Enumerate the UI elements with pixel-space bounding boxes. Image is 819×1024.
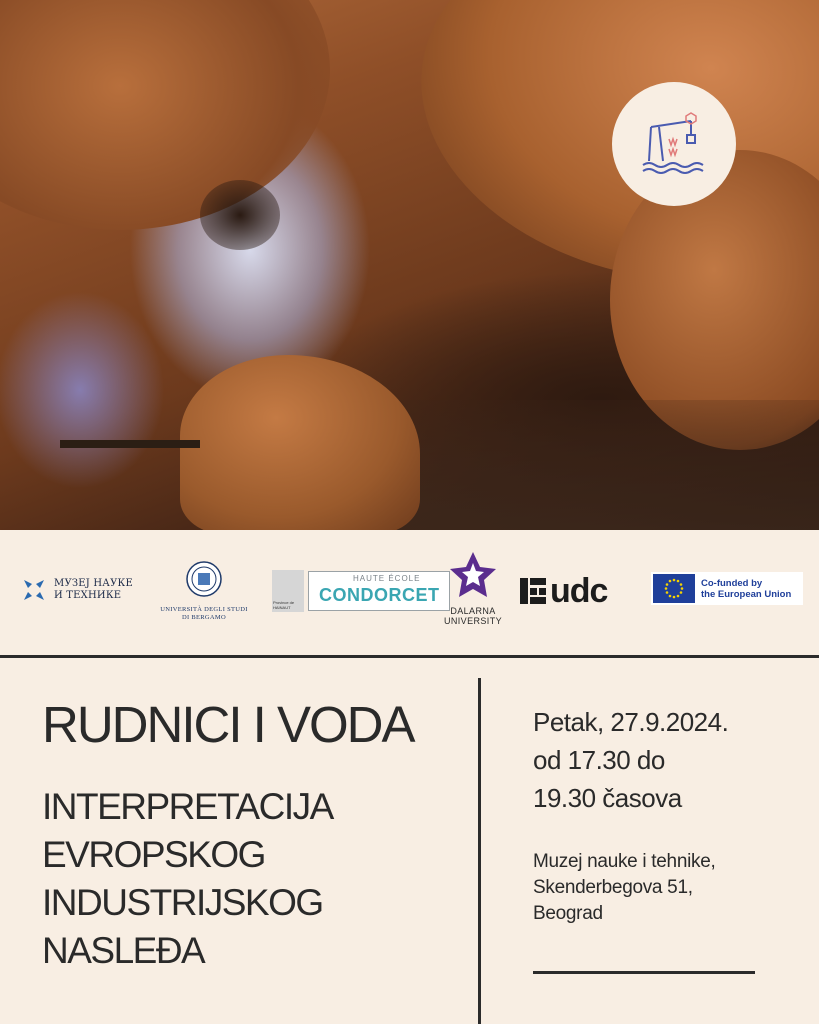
bergamo-name-line2: DI BERGAMO (182, 614, 226, 621)
museum-logo (22, 578, 133, 602)
udc-name: udc (550, 572, 608, 610)
dalarna-name-line1: DALARNA (450, 606, 496, 616)
dalarna-logo (438, 549, 508, 626)
venue-underline (533, 971, 755, 974)
condorcet-small: HAUTE ÉCOLE (353, 574, 421, 583)
datetime-line: Petak, 27.9.2024. (533, 707, 729, 737)
venue-line: Muzej nauke i tehnike, (533, 851, 716, 872)
eu-line1: Co-funded by (701, 577, 763, 589)
venue-line: Skenderbegova 51, (533, 877, 693, 898)
bergamo-seal-icon (185, 560, 223, 598)
event-subtitle (42, 783, 462, 975)
mine-water-logo-icon (639, 109, 709, 179)
dalarna-name-line2: UNIVERSITY (443, 616, 502, 626)
bergamo-logo (156, 560, 252, 622)
bergamo-name-line1: UNIVERSITÀ DEGLI STUDI (160, 606, 248, 613)
eu-cofunded-logo (651, 572, 803, 605)
subtitle-line: NASLEĐA (42, 930, 205, 971)
subtitle-line: EVROPSKOG (42, 834, 265, 875)
event-title: RUDNICI I VODA (42, 696, 414, 753)
venue-line: Beograd (533, 903, 603, 924)
hainaut-line1: Province de (273, 600, 295, 605)
datetime-line: 19.30 časova (533, 783, 682, 813)
datetime-line: od 17.30 do (533, 745, 665, 775)
subtitle-line: INDUSTRIJSKOG (42, 882, 323, 923)
condorcet-box (308, 571, 450, 611)
subtitle-line: INTERPRETACIJA (42, 786, 333, 827)
eu-flag-icon (653, 574, 695, 603)
eu-line2: the European Union (701, 588, 792, 600)
vertical-divider (478, 678, 481, 1024)
museum-name-line1: МУЗЕЈ НАУКЕ (54, 578, 133, 589)
hainaut-logo (272, 570, 304, 612)
horizontal-divider (0, 655, 819, 658)
museum-star-icon (22, 578, 46, 602)
dalarna-star-icon (447, 549, 499, 601)
udc-mark-icon (520, 578, 546, 604)
udc-logo (520, 572, 608, 610)
event-venue (533, 849, 803, 927)
museum-name-line2: И ТЕХНИКЕ (54, 590, 122, 601)
condorcet-logo (272, 570, 450, 612)
hainaut-line2: HAINAUT (273, 605, 291, 610)
mine-water-logo-badge (612, 82, 736, 206)
condorcet-name: CONDORCET (319, 585, 440, 605)
event-datetime (533, 703, 803, 817)
